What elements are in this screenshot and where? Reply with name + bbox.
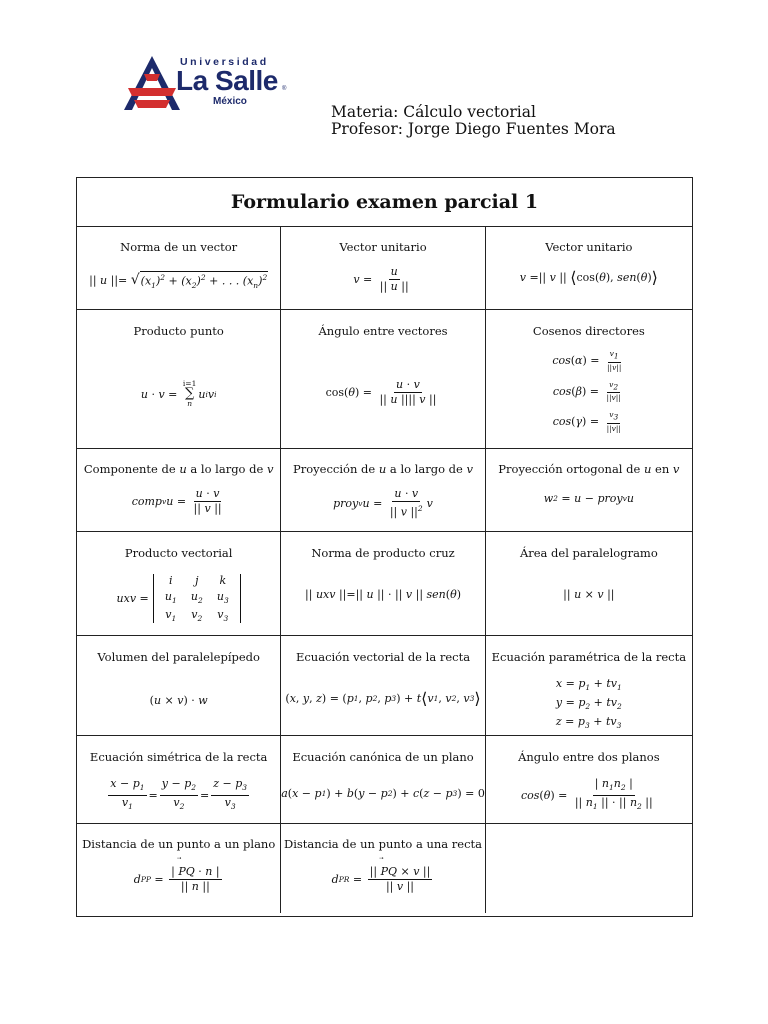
cell-area-paralelogramo	[486, 532, 692, 635]
formula-distancia-punto-recta: d PR = || PQ × v || || v ||	[331, 865, 431, 893]
formula-vector-unitario-1: v = $\frac{u}{|| u ||}$	[353, 265, 409, 293]
cell-label: Vector unitario	[339, 240, 427, 254]
formula-volumen-paralelepipedo: ( u × v ) · w	[149, 694, 208, 707]
cell-label: Vector unitario	[545, 240, 633, 254]
cell-label: Distancia de un punto a un plano	[82, 837, 276, 851]
cell-ecuacion-simetrica-recta	[77, 736, 281, 823]
formula-producto-vectorial: uxv = i j k $u_1$ $u_2$ $u_3$ $v_1$ $v_2$ $v_3$	[77, 574, 280, 623]
cell-empty	[486, 824, 692, 913]
table-row	[77, 310, 692, 449]
cell-ecuacion-parametrica-recta	[486, 636, 692, 735]
table-row	[77, 824, 692, 913]
table-title: Formulario examen parcial 1	[77, 178, 692, 227]
cell-label: Producto punto	[133, 324, 224, 338]
cell-label: Producto vectorial	[124, 546, 233, 560]
logo-main-text: La Salle	[176, 65, 278, 96]
cell-angulo-vectores	[281, 310, 485, 448]
cell-label: Norma de producto cruz	[311, 546, 455, 560]
cell-ecuacion-canonica-plano	[281, 736, 485, 823]
cell-proyeccion	[281, 449, 485, 531]
cell-label: Norma de un vector	[120, 240, 238, 254]
cell-ecuacion-vectorial-recta	[281, 636, 485, 735]
logo-top-text: Universidad	[180, 56, 269, 68]
cell-norma-producto-cruz	[281, 532, 485, 635]
profesor-line: Profesor: Jorge Diego Fuentes Mora	[331, 120, 616, 138]
table-row	[77, 449, 692, 532]
cell-vector-unitario-1	[281, 227, 485, 309]
logo-sub-text: México	[213, 96, 247, 107]
cell-label: Área del paralelogramo	[519, 546, 658, 560]
cell-label: Ecuación vectorial de la recta	[295, 650, 471, 664]
cell-producto-vectorial	[77, 532, 281, 635]
formula-componente: comp v u = $\frac{u \cdot v}{|| v ||}$	[131, 487, 222, 515]
university-logo	[118, 46, 314, 128]
cell-volumen-paralelepipedo	[77, 636, 281, 735]
formula-cosenos-directores: cos(α) = $\frac{v_1}{||v||}$ cos(β) = $\frac{v_2}{||v||}$ cos(γ) = $\frac{v_3}{||v||}$	[552, 349, 622, 433]
cell-label: Volumen del paralelepípedo	[97, 650, 260, 664]
cell-label: Proyección ortogonal de u en v	[498, 462, 680, 476]
formula-angulo-planos: cos ( θ ) = $\frac{| n_1n_2 |}{|| n_1 || \cdot || n_2 ||}$	[520, 777, 653, 812]
formula-proyeccion-ortogonal: w 2 = u − proy v u	[543, 492, 634, 505]
formula-ecuacion-simetrica-recta: $\frac{x - p_1}{v_1}$ = $\frac{y - p_2}{v_2}$ = $\frac{z - p_3}{v_3}$	[110, 777, 248, 812]
logo-registered-mark: ®	[282, 86, 287, 92]
formula-norma-producto-cruz: || uxv ||=|| u || · || v || sen ( θ )	[305, 588, 461, 601]
formula-table	[76, 177, 693, 917]
formula-producto-punto: u · v = i=1 ∑ n u i v i	[140, 379, 217, 408]
cell-cosenos-directores	[486, 310, 692, 448]
cell-label: Ángulo entre vectores	[318, 324, 448, 338]
cell-norma-vector	[77, 227, 281, 309]
cell-angulo-planos	[486, 736, 692, 823]
cell-distancia-punto-plano	[77, 824, 281, 913]
cell-label: Ángulo entre dos planos	[518, 750, 660, 764]
cell-vector-unitario-2	[486, 227, 692, 309]
formula-vector-unitario-2: v =|| v || ⟨ cos( θ ), sen ( θ ) ⟩	[519, 267, 658, 287]
cell-label: Componente de u a lo largo de v	[83, 462, 274, 476]
cell-label: Ecuación paramétrica de la recta	[491, 650, 687, 664]
cell-producto-punto	[77, 310, 281, 448]
formula-area-paralelogramo: || u × v ||	[563, 588, 615, 601]
formula-norma-vector: || u ||= √ $(x_1)^2 + (x_2)^2$ + . . . $(x_n)^2$	[89, 272, 268, 290]
cell-proyeccion-ortogonal	[486, 449, 692, 531]
table-row	[77, 636, 692, 736]
cell-componente	[77, 449, 281, 531]
formula-ecuacion-parametrica-recta: $x = p_1 + tv_1$ $y = p_2 + tv_2$ $z = p_3 + tv_3$	[555, 677, 622, 731]
cell-label: Ecuación canónica de un plano	[292, 750, 474, 764]
formula-proyeccion: proy v u = $\frac{u \cdot v}{|| v ||^2}$ v	[333, 487, 433, 519]
formula-grid	[77, 227, 692, 913]
cell-label: Distancia de un punto a una recta	[283, 837, 483, 851]
table-row	[77, 736, 692, 824]
cell-label: Cosenos directores	[532, 324, 645, 338]
formula-ecuacion-vectorial-recta: ( x , y , z ) = ( p 1 , p 2 , p 3 ) + t ⟨ v 1 , v 2 , v 3 ⟩	[285, 688, 481, 708]
la-salle-star-icon	[122, 54, 182, 118]
cell-distancia-punto-recta	[281, 824, 485, 913]
formula-distancia-punto-plano: d PP = | PQ · n | || n ||	[133, 865, 220, 893]
course-info	[331, 104, 616, 138]
formula-angulo-vectores: cos( θ ) = $\frac{u \cdot v}{|| u |||| v ||}$	[325, 378, 437, 406]
formula-ecuacion-canonica-plano: a ( x − p 1 ) + b ( y − p 2 ) + c ( z − p 3 ) = 0	[281, 787, 485, 800]
materia-line: Materia: Cálculo vectorial	[331, 103, 536, 121]
cell-label: Ecuación simétrica de la recta	[89, 750, 268, 764]
cell-label: Proyección de u a lo largo de v	[293, 462, 474, 476]
table-row	[77, 227, 692, 310]
table-row	[77, 532, 692, 636]
